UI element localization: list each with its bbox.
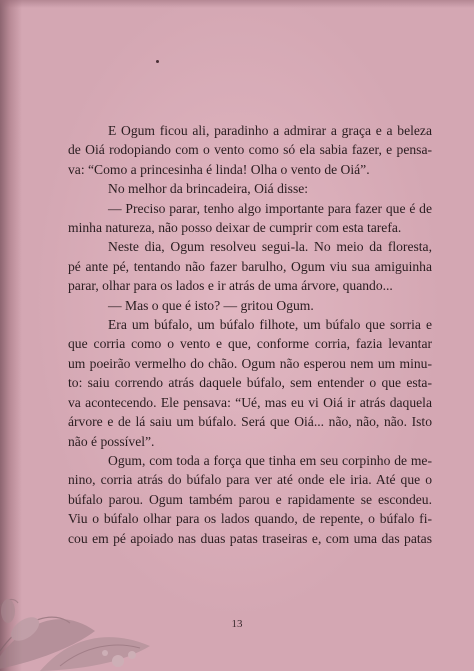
text-line: árvore e de lá saiu um búfalo. Será que Oiá... não, não, não. Isto: [68, 414, 432, 430]
floral-decoration-icon: [0, 511, 170, 671]
text-line: Ogum, com toda a força que tinha em seu corpinho de me-: [108, 452, 432, 468]
text-line: cou em pé apoiado nas duas patas traseiras e, com uma das patas: [68, 530, 432, 546]
text-line: Neste dia, Ogum resolveu segui-la. No meio da floresta,: [108, 239, 432, 255]
paper-speck: [156, 60, 159, 63]
text-line: — Mas o que é isto? — gritou Ogum.: [108, 297, 314, 313]
text-line: Viu o búfalo olhar para os lados quando, de repente, o búfalo fi-: [68, 511, 432, 527]
text-line: pé ante pé, tentando não fazer barulho, Ogum viu sua amiguinha: [68, 258, 432, 274]
text-line: parar, olhar para os lados e ir atrás de uma árvore, quando...: [68, 278, 393, 294]
text-line: nino, corria atrás do búfalo para ver até onde ele iria. Até que o: [68, 472, 432, 488]
text-line: — Preciso parar, tenho algo importante para fazer que é de: [108, 200, 432, 216]
text-line: va acontecendo. Ele pensava: “Ué, mas eu vi Oiá ir atrás daquela: [68, 394, 432, 410]
text-line: de Oiá rodopiando com o vento como só ela sabia fazer, e pensa-: [68, 142, 432, 158]
text-line: No melhor da brincadeira, Oiá disse:: [108, 181, 309, 197]
text-line: E Ogum ficou ali, paradinho a admirar a graça e a beleza: [108, 123, 432, 138]
text-line: minha natureza, não posso deixar de cumprir com esta tarefa.: [68, 220, 402, 236]
text-line: to: saiu correndo atrás daquele búfalo, sem entender o que esta-: [68, 375, 432, 391]
page-number: 13: [231, 618, 243, 630]
page-text: [68, 121, 432, 548]
text-line: búfalo parou. Ogum também parou e rapidamente se escondeu.: [68, 491, 432, 507]
text-line: que corria como o vento e que, conforme corria, fazia levantar: [68, 336, 432, 352]
text-line: Era um búfalo, um búfalo filhote, um búfalo que sorria e: [108, 317, 432, 333]
text-line: não é possível”.: [68, 433, 155, 449]
page-top-edge: [0, 0, 474, 8]
text-line: va: “Como a princesinha é linda! Olha o vento de Oiá”.: [68, 161, 370, 177]
text-line: um poeirão vermelho do chão. Ogum não esperou nem um minu-: [68, 355, 432, 371]
